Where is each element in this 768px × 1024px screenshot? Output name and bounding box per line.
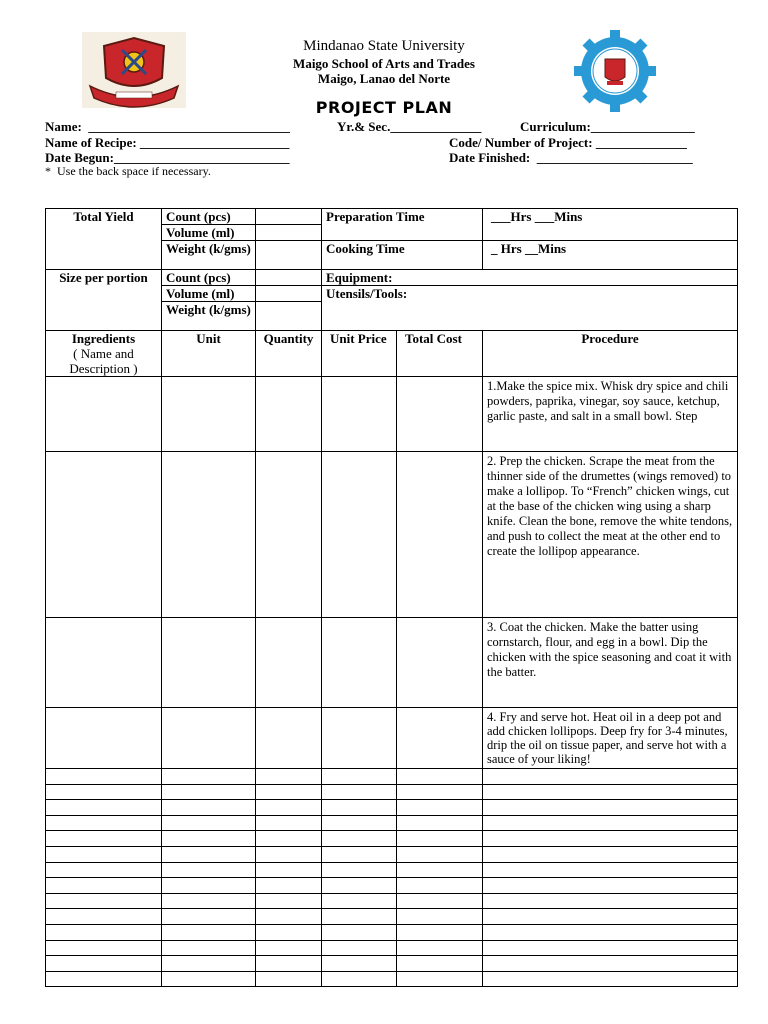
quantity-cell[interactable] xyxy=(256,878,322,894)
ingredient-cell[interactable] xyxy=(46,769,162,785)
portion-count-value[interactable] xyxy=(256,270,322,286)
ingredient-cell[interactable] xyxy=(46,377,162,452)
procedure-cell[interactable] xyxy=(483,971,738,987)
procedure-cell[interactable] xyxy=(483,831,738,847)
equipment-label[interactable]: Equipment: xyxy=(322,270,738,286)
quantity-cell[interactable] xyxy=(256,708,322,769)
procedure-cell[interactable] xyxy=(483,956,738,972)
empty-table-row xyxy=(46,800,738,816)
unit-price-cell[interactable] xyxy=(322,893,397,909)
total-yield-label: Total Yield xyxy=(46,209,162,270)
procedure-cell[interactable] xyxy=(483,878,738,894)
procedure-step-2: 2. Prep the chicken. Scrape the meat from the thinner side of the drumettes (wings removed) to make a lollipop. To “French” chicken wings, cut at the base of the chicken wing using a sharp knife. Clean the bone, remove the white tendons, and push to collect the meat at the other end to create the lollipop appearance. xyxy=(483,452,738,618)
procedure-cell[interactable] xyxy=(483,909,738,925)
ingredient-cell[interactable] xyxy=(46,784,162,800)
unit-cell[interactable] xyxy=(162,452,256,618)
unit-cell[interactable] xyxy=(162,846,256,862)
total-cost-cell[interactable] xyxy=(397,878,483,894)
ingredients-header xyxy=(46,331,162,377)
unit-cell[interactable] xyxy=(162,618,256,708)
empty-table-row xyxy=(46,831,738,847)
volume-value[interactable] xyxy=(256,225,322,241)
total-cost-cell[interactable] xyxy=(397,893,483,909)
unit-cell[interactable] xyxy=(162,862,256,878)
total-cost-cell[interactable] xyxy=(397,862,483,878)
total-cost-cell[interactable] xyxy=(397,769,483,785)
empty-table-row xyxy=(46,940,738,956)
quantity-cell[interactable] xyxy=(256,618,322,708)
back-space-note: * Use the back space if necessary. xyxy=(45,164,211,178)
ingredient-cell[interactable] xyxy=(46,909,162,925)
total-cost-cell[interactable] xyxy=(397,909,483,925)
procedure-step-1: 1.Make the spice mix. Whisk dry spice and chili powders, paprika, vinegar, soy sauce, ketchup, garlic paste, and salt in a small bowl. Step xyxy=(483,377,738,452)
total-cost-cell[interactable] xyxy=(397,940,483,956)
portion-count-label: Count (pcs) xyxy=(162,270,256,286)
unit-cell[interactable] xyxy=(162,971,256,987)
quantity-cell[interactable] xyxy=(256,377,322,452)
recipe-name-field[interactable]: Name of Recipe: _______________________ xyxy=(45,135,290,150)
unit-price-cell[interactable] xyxy=(322,452,397,618)
unit-cell[interactable] xyxy=(162,831,256,847)
empty-table-row xyxy=(46,815,738,831)
weight-value[interactable] xyxy=(256,241,322,270)
weight-label: Weight (k/gms) xyxy=(162,241,256,270)
unit-cell[interactable] xyxy=(162,940,256,956)
date-begun-field[interactable]: Date Begun:___________________________ xyxy=(45,150,290,165)
empty-table-row xyxy=(46,846,738,862)
unit-cell[interactable] xyxy=(162,708,256,769)
utensils-label[interactable]: Utensils/Tools: xyxy=(322,286,738,331)
quantity-cell[interactable] xyxy=(256,909,322,925)
unit-price-cell[interactable] xyxy=(322,618,397,708)
cook-time-label: Cooking Time xyxy=(322,241,483,270)
procedure-cell[interactable] xyxy=(483,940,738,956)
unit-price-cell[interactable] xyxy=(322,815,397,831)
quantity-cell[interactable] xyxy=(256,784,322,800)
ingredient-cell[interactable] xyxy=(46,971,162,987)
name-field[interactable]: Name: _______________________________ xyxy=(45,119,290,134)
empty-table-row xyxy=(46,878,738,894)
ingredient-cell[interactable] xyxy=(46,940,162,956)
total-cost-cell[interactable] xyxy=(397,708,483,769)
unit-price-cell[interactable] xyxy=(322,800,397,816)
unit-price-cell[interactable] xyxy=(322,971,397,987)
school-name: Maigo School of Arts and Trades xyxy=(293,56,475,71)
total-cost-cell[interactable] xyxy=(397,452,483,618)
unit-cell[interactable] xyxy=(162,893,256,909)
ingredient-cell[interactable] xyxy=(46,815,162,831)
unit-cell[interactable] xyxy=(162,815,256,831)
ingredient-cell[interactable] xyxy=(46,831,162,847)
unit-price-cell[interactable] xyxy=(322,956,397,972)
total-cost-cell[interactable] xyxy=(397,618,483,708)
ingredients-header-subtitle: ( Name and Description ) xyxy=(69,346,138,376)
procedure-cell[interactable] xyxy=(483,862,738,878)
unit-cell[interactable] xyxy=(162,878,256,894)
total-cost-cell[interactable] xyxy=(397,956,483,972)
portion-weight-label: Weight (k/gms) xyxy=(162,302,256,331)
empty-table-row xyxy=(46,893,738,909)
empty-table-row xyxy=(46,924,738,940)
unit-price-cell[interactable] xyxy=(322,769,397,785)
table-row xyxy=(46,618,738,708)
quantity-cell[interactable] xyxy=(256,940,322,956)
quantity-cell[interactable] xyxy=(256,800,322,816)
empty-table-row xyxy=(46,971,738,987)
ingredient-cell[interactable] xyxy=(46,452,162,618)
volume-label: Volume (ml) xyxy=(162,225,256,241)
count-value[interactable] xyxy=(256,209,322,225)
total-cost-cell[interactable] xyxy=(397,924,483,940)
procedure-cell[interactable] xyxy=(483,784,738,800)
procedure-cell[interactable] xyxy=(483,893,738,909)
procedure-cell[interactable] xyxy=(483,924,738,940)
procedure-cell[interactable] xyxy=(483,800,738,816)
prep-time-value[interactable]: ___Hrs ___Mins xyxy=(483,209,738,241)
unit-price-cell[interactable] xyxy=(322,878,397,894)
table-row xyxy=(46,452,738,618)
total-cost-cell[interactable] xyxy=(397,846,483,862)
ingredient-cell[interactable] xyxy=(46,924,162,940)
quantity-cell[interactable] xyxy=(256,862,322,878)
ingredient-cell[interactable] xyxy=(46,618,162,708)
unit-price-cell[interactable] xyxy=(322,377,397,452)
unit-header: Unit xyxy=(162,331,256,377)
table-row xyxy=(46,377,738,452)
procedure-cell[interactable] xyxy=(483,846,738,862)
quantity-cell[interactable] xyxy=(256,971,322,987)
unit-cell[interactable] xyxy=(162,956,256,972)
empty-table-row xyxy=(46,862,738,878)
school-location: Maigo, Lanao del Norte xyxy=(317,71,451,86)
total-cost-cell[interactable] xyxy=(397,800,483,816)
page-title: PROJECT PLAN xyxy=(315,98,453,117)
quantity-cell[interactable] xyxy=(256,956,322,972)
yr-sec-field[interactable]: Yr.& Sec.______________ xyxy=(337,119,482,134)
date-finished-field[interactable]: Date Finished: ________________________ xyxy=(449,150,693,165)
unit-price-cell[interactable] xyxy=(322,909,397,925)
quantity-cell[interactable] xyxy=(256,846,322,862)
total-cost-cell[interactable] xyxy=(397,971,483,987)
cook-time-value[interactable]: _ Hrs __Mins xyxy=(483,241,738,270)
procedure-header: Procedure xyxy=(483,331,738,377)
ingredient-cell[interactable] xyxy=(46,893,162,909)
unit-cell[interactable] xyxy=(162,909,256,925)
quantity-cell[interactable] xyxy=(256,893,322,909)
unit-price-cell[interactable] xyxy=(322,846,397,862)
empty-table-row xyxy=(46,769,738,785)
unit-price-cell[interactable] xyxy=(322,708,397,769)
total-cost-cell[interactable] xyxy=(397,784,483,800)
curriculum-field[interactable]: Curriculum:________________ xyxy=(520,119,695,134)
unit-cell[interactable] xyxy=(162,769,256,785)
table-row xyxy=(46,708,738,769)
university-name: Mindanao State University xyxy=(303,38,465,54)
empty-table-row xyxy=(46,956,738,972)
procedure-cell[interactable] xyxy=(483,815,738,831)
size-per-portion-label: Size per portion xyxy=(46,270,162,331)
unit-price-cell[interactable] xyxy=(322,784,397,800)
quantity-header: Quantity xyxy=(256,331,322,377)
unit-price-cell[interactable] xyxy=(322,924,397,940)
unit-cell[interactable] xyxy=(162,800,256,816)
ingredient-cell[interactable] xyxy=(46,956,162,972)
quantity-cell[interactable] xyxy=(256,452,322,618)
project-code-field[interactable]: Code/ Number of Project: ______________ xyxy=(449,135,687,150)
quantity-cell[interactable] xyxy=(256,769,322,785)
unit-cell[interactable] xyxy=(162,924,256,940)
ingredient-cell[interactable] xyxy=(46,708,162,769)
unit-price-header: Unit Price xyxy=(322,331,397,377)
empty-table-row xyxy=(46,784,738,800)
total-cost-cell[interactable] xyxy=(397,377,483,452)
unit-cell[interactable] xyxy=(162,784,256,800)
portion-weight-value[interactable] xyxy=(256,302,322,331)
prep-time-label: Preparation Time xyxy=(322,209,483,241)
portion-volume-value[interactable] xyxy=(256,286,322,302)
quantity-cell[interactable] xyxy=(256,924,322,940)
unit-cell[interactable] xyxy=(162,377,256,452)
portion-volume-label: Volume (ml) xyxy=(162,286,256,302)
total-cost-cell[interactable] xyxy=(397,831,483,847)
unit-price-cell[interactable] xyxy=(322,862,397,878)
ingredient-cell[interactable] xyxy=(46,862,162,878)
quantity-cell[interactable] xyxy=(256,831,322,847)
total-cost-cell[interactable] xyxy=(397,815,483,831)
unit-price-cell[interactable] xyxy=(322,940,397,956)
unit-price-cell[interactable] xyxy=(322,831,397,847)
ingredient-cell[interactable] xyxy=(46,800,162,816)
total-cost-header: Total Cost xyxy=(397,331,483,377)
project-plan-table xyxy=(45,208,738,987)
count-label: Count (pcs) xyxy=(162,209,256,225)
quantity-cell[interactable] xyxy=(256,815,322,831)
procedure-step-4: 4. Fry and serve hot. Heat oil in a deep pot and add chicken lollipops. Deep fry for 3-4 minutes, drip the oil on tissue paper, and serve hot with a sauce of your liking! xyxy=(483,708,738,769)
ingredient-cell[interactable] xyxy=(46,846,162,862)
empty-table-row xyxy=(46,909,738,925)
ingredients-header-title: Ingredients xyxy=(71,331,136,346)
procedure-step-3: 3. Coat the chicken. Make the batter using cornstarch, flour, and egg in a bowl. Dip the chicken with the spice seasoning and coat it with the batter. xyxy=(483,618,738,708)
ingredient-cell[interactable] xyxy=(46,878,162,894)
procedure-cell[interactable] xyxy=(483,769,738,785)
